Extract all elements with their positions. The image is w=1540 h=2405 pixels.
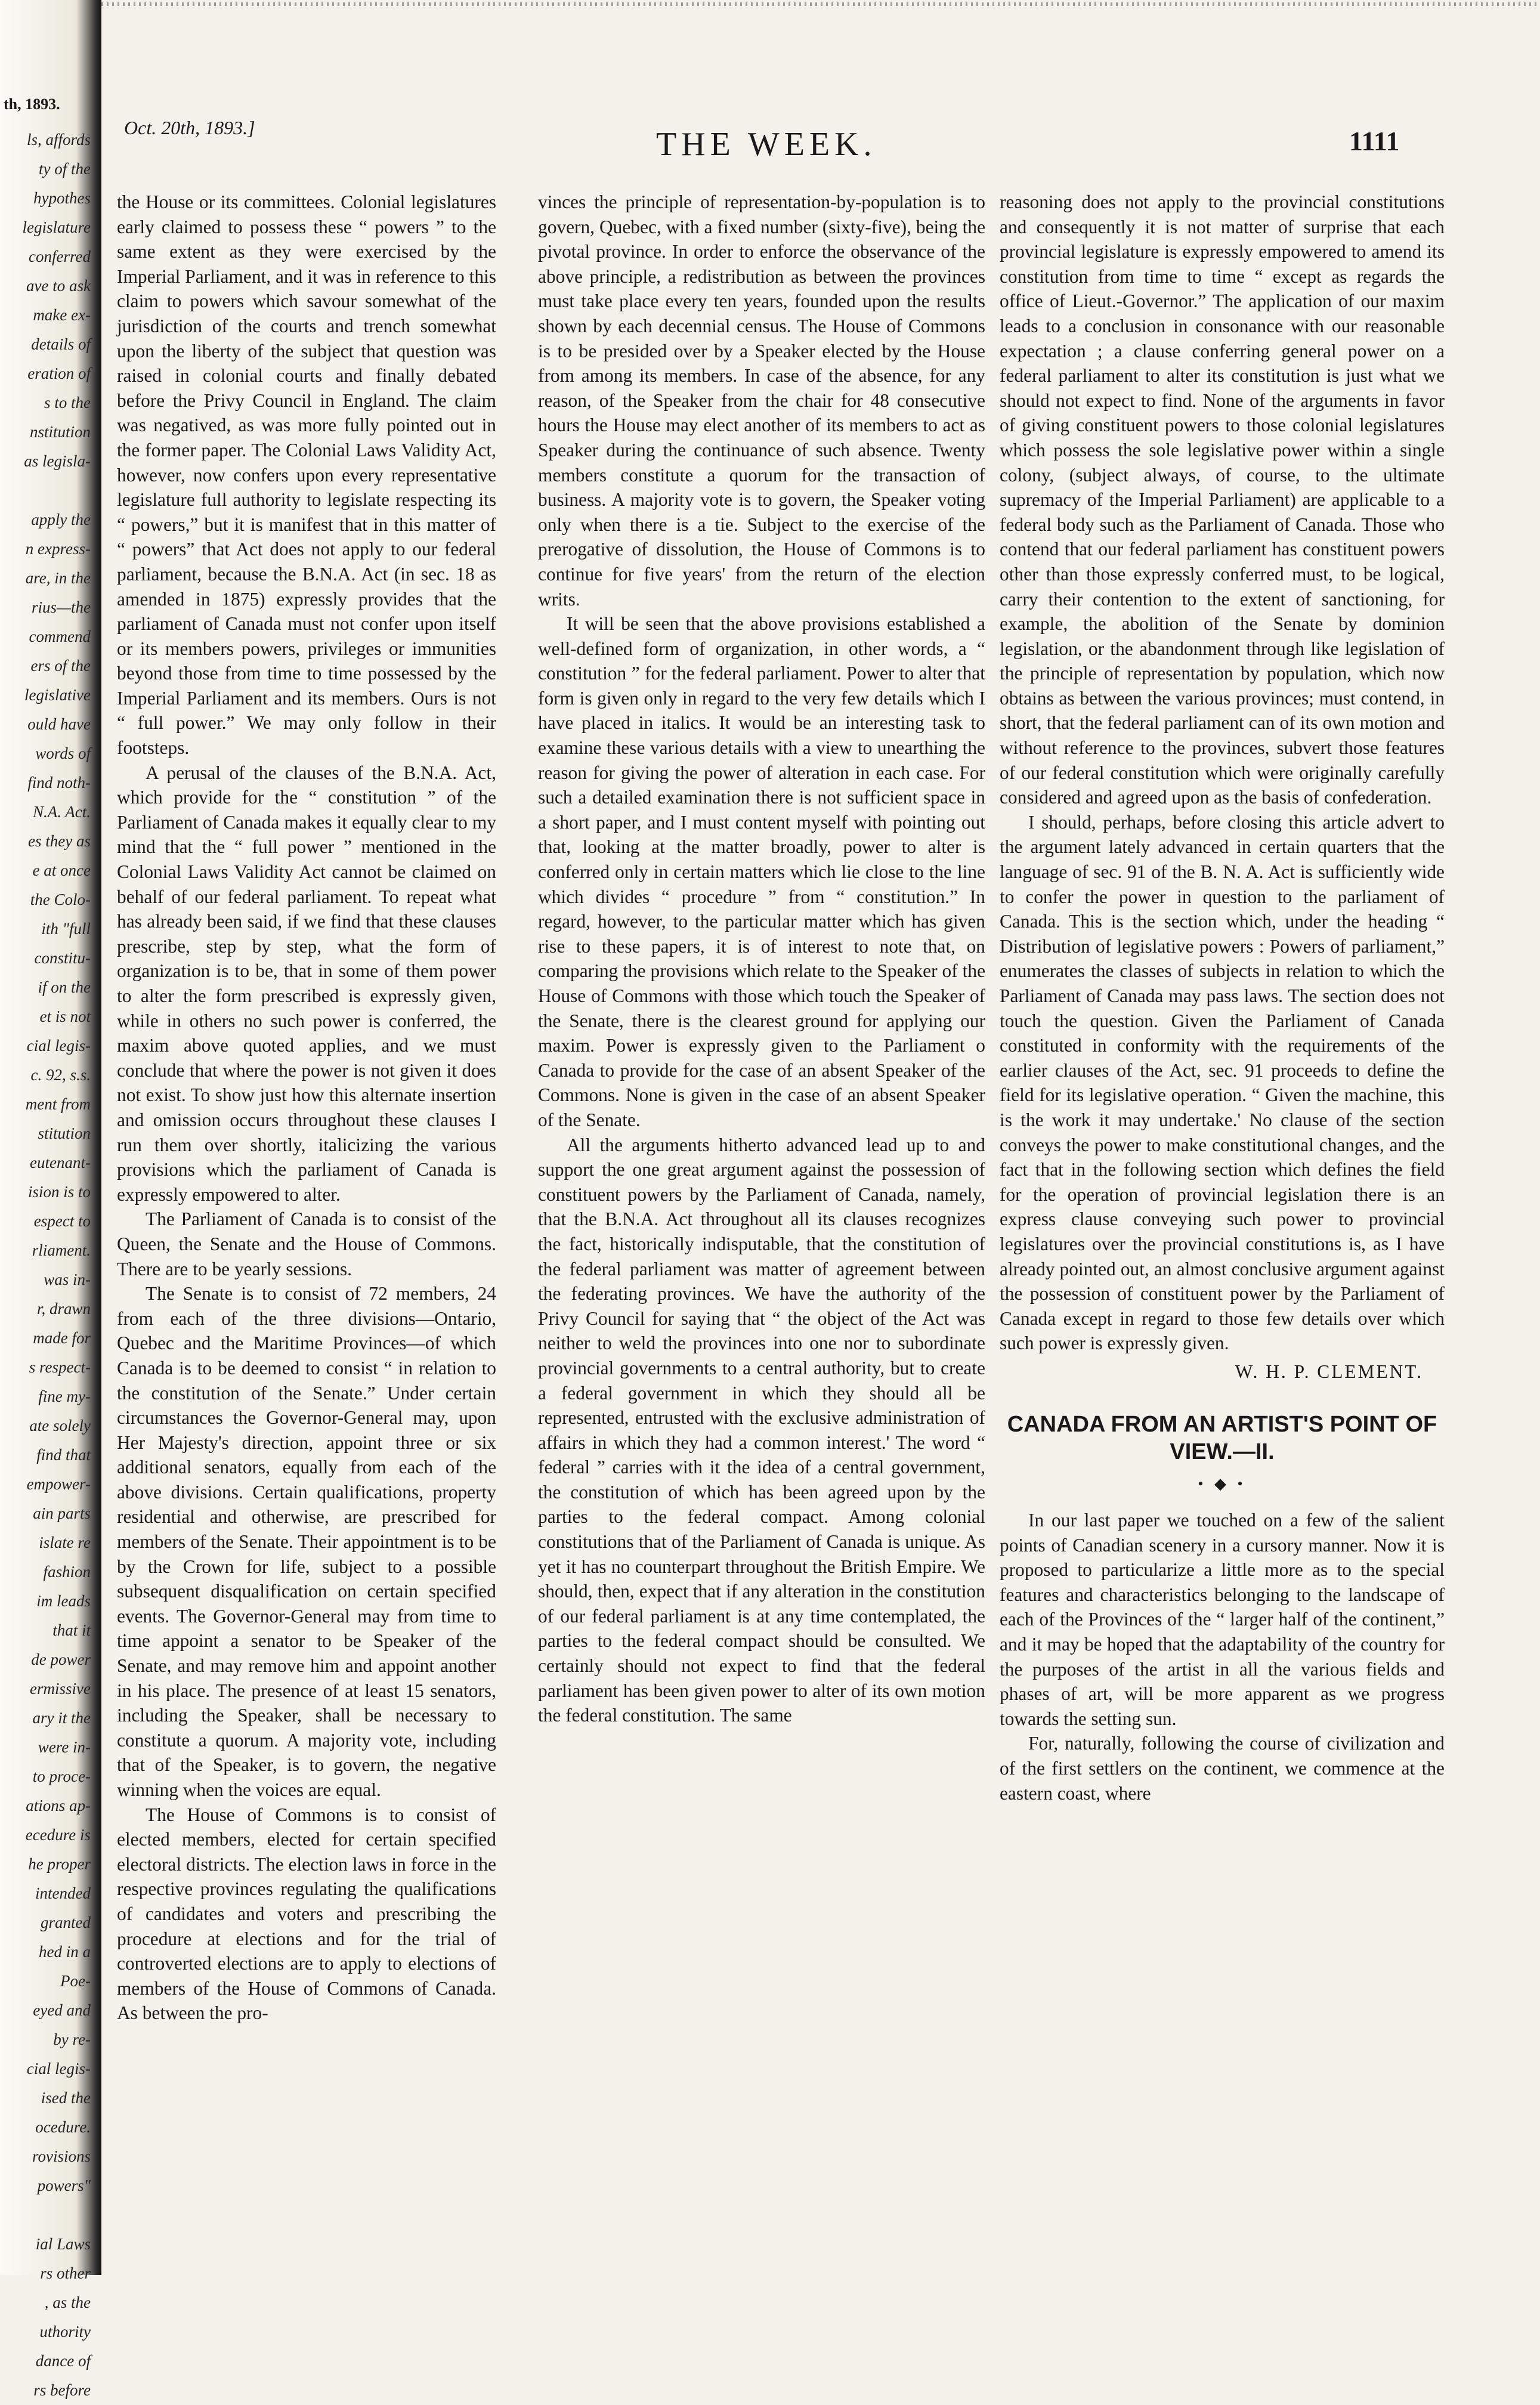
facing-page-line: e at once bbox=[32, 861, 91, 879]
facing-page-line: de power bbox=[31, 1650, 91, 1668]
facing-page-line: uthority bbox=[39, 2323, 91, 2341]
facing-page-line: n express- bbox=[25, 540, 91, 558]
column-2 bbox=[538, 190, 985, 1728]
article-body bbox=[1000, 1508, 1445, 1806]
facing-page-line: fine my- bbox=[38, 1387, 91, 1405]
facing-page-line: were in- bbox=[38, 1738, 91, 1756]
facing-page-line: ain parts bbox=[33, 1504, 91, 1522]
facing-page-line: conferred bbox=[29, 248, 91, 265]
facing-page-line: Poe- bbox=[60, 1972, 91, 1990]
facing-page-line: cial legis- bbox=[26, 1037, 91, 1055]
facing-page-line: ised the bbox=[41, 2089, 91, 2107]
facing-page-line: make ex- bbox=[33, 306, 91, 324]
column-3 bbox=[1000, 190, 1445, 1806]
paragraph: I should, perhaps, before closing this article advert to the argument lately advanced in certain quarters that the language of sec. 91 of the B. N. A. Act is sufficiently wide to confer the power in question to the parliament of Canada. This is the section which, under the heading “ Distribution of legislative powers : Powers of parliament,” enumerates the classes of subjects in relation to which the Parliament of Canada may pass laws. The section does not touch the question. Given the Parliament of Canada constituted in conformity with the requirements of the earlier clauses of the Act, sec. 91 proceeds to define the field for its legislative operation. “ Given the machine, this is the work it may undertake.' No clause of the section conveys the power to make constitutional changes, and the fact that in the following section which defines the field for the operation of provincial legislation there is an express clause conveying such power to provincial legislatures over the provincial constitutions is, as I have already pointed out, an almost conclusive argument against the possession of constituent power by the Parliament of Canada except in regard to those few details over which such power is expressly given. bbox=[1000, 811, 1445, 1354]
facing-page-line: N.A. Act. bbox=[33, 803, 91, 821]
facing-page-line: ision is to bbox=[27, 1183, 91, 1201]
facing-page-line: words of bbox=[35, 744, 91, 762]
facing-page-line: fashion bbox=[43, 1563, 91, 1581]
facing-page-line: details of bbox=[31, 335, 91, 353]
facing-page-line: ary it the bbox=[32, 1709, 91, 1727]
facing-page-line: ecedure is bbox=[25, 1826, 91, 1844]
facing-page-line: s respect- bbox=[29, 1358, 91, 1376]
ornament-divider: • ◆ • bbox=[1198, 1474, 1247, 1492]
facing-page-line: im leads bbox=[36, 1592, 91, 1610]
facing-page-line: empower- bbox=[26, 1475, 91, 1493]
paragraph: vinces the principle of representation-by-population is to govern, Quebec, with a fixed number (sixty-five), being the pivotal province. In order to enforce the observance of the above principle, a redistribution as between the provinces must take place every ten years, founded upon the results shown by each decennial census. The House of Commons is to be presided over by a Speaker elected by the House from among its members. In case of the absence, for any reason, of the Speaker from the chair for 48 consecutive hours the House may elect another of its members to act as Speaker during the continuance of such absence. Twenty members constitute a quorum for the transaction of business. A majority vote is to govern, the Speaker voting only when there is a tie. Subject to the exercise of the prerogative of dissolution, the House of Commons is to continue for five years' from the return of the election writs. bbox=[538, 191, 985, 610]
facing-page-line: nstitution bbox=[29, 423, 91, 441]
facing-page-line: rs other bbox=[40, 2264, 91, 2282]
facing-page-line: by re- bbox=[53, 2030, 91, 2048]
facing-page-line: ment from bbox=[25, 1095, 91, 1113]
paragraph: It will be seen that the above provisions established a well-defined form of organization, in other words, a “ constitution ” for the federal parliament. Power to alter that form is given only in regard to the very few details which I have placed in italics. It would be an interesting task to examine these various details with a view to unearthing the reason for giving the power of alteration in each case. For such a detailed examination there is not sufficient space in a short paper, and I must content myself with pointing out that, looking at the matter broadly, power to alter is conferred only in certain matters which lie close to the line which divides “ procedure ” from “ constitution.” In regard, however, to the particular matter which has given rise to these papers, it is of interest to note that, on comparing the provisions which relate to the Speaker of the House of Commons with those which touch the Speaker of the Senate, there is the clearest ground for applying our maxim. Power is expressly given to the Parliament o Canada to provide for the case of an absent Speaker of the Commons. None is given in the case of an absent Speaker of the Senate. bbox=[538, 613, 985, 1130]
facing-page-line: s to the bbox=[44, 394, 91, 412]
paragraph: A perusal of the clauses of the B.N.A. Act, which provide for the “ constitution ” of the Parliament of Canada makes it equally clear to my mind that the “ full power ” mentioned in the Colonial Laws Validity Act cannot be claimed on behalf of our federal parliament. To repeat what has already been said, if we find that these clauses prescribe, step by step, what the form of organization is to be, that in some of them power to alter the form prescribed is expressly given, while in others no such power is conferred, the maxim above quoted applies, and we must conclude that where the power is not given it does not exist. To show just how this alternate insertion and omission occurs throughout these clauses I run them over shortly, italicizing the various provisions which the parliament of Canada is expressly empowered to alter. bbox=[117, 762, 496, 1205]
facing-page-line: ls, affords bbox=[26, 131, 91, 149]
facing-page-line: islate re bbox=[39, 1534, 91, 1551]
facing-page-line: ith "full bbox=[41, 920, 91, 938]
facing-page-line bbox=[1, 2200, 91, 2230]
facing-page-line: to proce- bbox=[32, 1767, 91, 1785]
facing-page-line: ermissive bbox=[30, 1680, 91, 1698]
paragraph: reasoning does not apply to the provincial constitutions and consequently it is not matter of surprise that each provincial legislature is expressly empowered to amend its constitution from time to time “ except as regards the office of Lieut.-Governor.” The application of our maxim leads to a conclusion in consonance with our reasonable expectation ; a clause conferring general power on a federal parliament to alter its constitution is just what we should not expect to find. None of the arguments in favor of giving constituent powers to those colonial legislatures which possess the sole legislative power within a single colony, (subject always, of course, to the ultimate supremacy of the Imperial Parliament) are applicable to a federal body such as the Parliament of Canada. Those who contend that our federal parliament has constituent powers other than those expressly conferred must, to be logical, carry their contention to the extent of sanctioning, for example, the abolition of the Senate by dominion legislation, or the abandonment through like legislation of the principle of representation by population, which now obtains as between the various provinces; must contend, in short, that the federal parliament can of its own motion and without reference to the provinces, subvert those features of our federal constitution which were originally carefully considered and agreed upon as the basis of confederation. bbox=[1000, 191, 1445, 808]
facing-page-line: , as the bbox=[44, 2293, 91, 2311]
facing-page-line: eration of bbox=[27, 364, 91, 382]
facing-page-line bbox=[1, 476, 91, 505]
paragraph: the House or its committees. Colonial legislatures early claimed to possess these “ powers ” to the same extent as they were exercised by the Imperial Parliament, and it was in reference to this claim to powers which savour somewhat of the jurisdiction of the courts and trench somewhat upon the liberty of the subject that question was raised in colonial courts and finally debated before the Privy Council in England. The claim was negatived, as was more fully pointed out in the former paper. The Colonial Laws Validity Act, however, now confers upon every representative legislature full authority to legislate respecting its “ powers,” but it is manifest that in this matter of “ powers” that Act does not apply to our federal parliament, because the B.N.A. Act (in sec. 18 as amended in 1875) expressly provides that the parliament of Canada must not confer upon itself or its members powers, privileges or immunities beyond those from time to time possessed by the Imperial Parliament and its members. Ours is not “ full power.” We may only follow in their footsteps. bbox=[117, 191, 496, 759]
facing-page-line: r, drawn bbox=[36, 1300, 91, 1318]
facing-page-line: was in- bbox=[44, 1270, 91, 1288]
facing-page-line: legislature bbox=[22, 218, 91, 236]
author-signature: W. H. P. CLEMENT. bbox=[1235, 1361, 1423, 1382]
facing-page-line: dance of bbox=[35, 2352, 91, 2370]
facing-page-line: as legisla- bbox=[24, 452, 91, 470]
facing-page-line: rius—the bbox=[31, 598, 91, 616]
facing-page-header: th, 1893. bbox=[4, 95, 60, 113]
page-number: 1111 bbox=[1349, 126, 1400, 156]
column-1 bbox=[117, 190, 496, 2026]
facing-page-line: rliament. bbox=[32, 1241, 91, 1259]
facing-page-line: ty of the bbox=[39, 160, 91, 178]
facing-page-line: if on the bbox=[38, 978, 91, 996]
facing-page-line: ial Laws bbox=[35, 2235, 91, 2253]
facing-page-text bbox=[1, 125, 91, 2405]
facing-page-line: cial legis- bbox=[26, 2060, 91, 2078]
facing-page-line: hypothes bbox=[33, 189, 91, 207]
paragraph: The Parliament of Canada is to consist of the Queen, the Senate and the House of Commons. There are to be yearly sessions. bbox=[117, 1208, 496, 1279]
facing-page-line: he proper bbox=[28, 1855, 91, 1873]
facing-page-line: apply the bbox=[31, 511, 91, 528]
facing-page-line: ate solely bbox=[29, 1417, 91, 1435]
journal-title: THE WEEK. bbox=[656, 126, 877, 163]
facing-page-line: eyed and bbox=[33, 2001, 91, 2019]
paragraph: In our last paper we touched on a few of the salient points of Canadian scenery in a cursory manner. Now it is proposed to particularize a little more as to the special features and characteristics belonging to the landscape of each of the Provinces of the “ larger half of the continent,” and it may be hoped that the adaptability of the country for the purposes of the artist in all the various fields and phases of art, will be more apparent as we progress towards the setting sun. bbox=[1000, 1510, 1445, 1729]
facing-page-line: c. 92, s.s. bbox=[30, 1066, 91, 1084]
facing-page-line: find noth- bbox=[27, 774, 91, 792]
facing-page-line: legislative bbox=[24, 686, 91, 704]
facing-page-line: the Colo- bbox=[30, 891, 91, 908]
facing-page-line: es they as bbox=[28, 832, 91, 850]
facing-page-line: eutenant- bbox=[30, 1154, 91, 1171]
paragraph: The Senate is to consist of 72 members, 24 from each of the three divisions—Ontario, Quebec and the Maritime Provinces—of which Canada is to be deemed to consist “ in relation to the constitution of the Senate.” Under certain circumstances the Governor-General may, upon Her Majesty's direction, appoint three or six additional senators, equally from each of the above divisions. Certain qualifications, property residential and otherwise, are prescribed for members of the Senate. Their appointment is to be by the Crown for life, subject to a possible subsequent disqualification on certain specified events. The Governor-General may from time to time appoint a senator to be Speaker of the Senate, and may remove him and appoint another in his place. The presence of at least 15 senators, including the Speaker, shall be necessary to constitute a quorum. A majority vote, including that of the Speaker, is to govern, the negative winning when the voices are equal. bbox=[117, 1283, 496, 1800]
facing-page-line: powers" bbox=[37, 2177, 91, 2194]
facing-page-line: rs before bbox=[33, 2381, 91, 2399]
facing-page-line: intended bbox=[35, 1884, 91, 1902]
facing-page-line: that it bbox=[52, 1621, 91, 1639]
facing-page-line: ocedure. bbox=[35, 2118, 91, 2136]
facing-page-line: rovisions bbox=[32, 2147, 91, 2165]
paragraph: The House of Commons is to consist of elected members, elected for certain specified electoral districts. The election laws in force in the respective provinces regulating the qualifications of candidates and voters and prescribing the procedure at elections and for the trial of controverted elections are to apply to elections of members of the House of Commons of Canada. As between the pro- bbox=[117, 1804, 496, 2024]
facing-page-line: granted bbox=[41, 1914, 91, 1931]
facing-page-line: ers of the bbox=[30, 657, 91, 675]
facing-page-line: espect to bbox=[33, 1212, 91, 1230]
facing-page-line: stitution bbox=[38, 1124, 91, 1142]
paragraph: All the arguments hitherto advanced lead up to and support the one great argument against the possession of constituent powers by the Parliament of Canada, namely, that the B.N.A. Act throughout all its clauses recognizes the fact, historically indisputable, that the constitution of the federal parliament was matter of agreement between the federating provinces. We have the authority of the Privy Council for saying that “ the object of the Act was neither to weld the provinces into one nor to subordinate provincial governments to a central authority, but to create a federal government in which they should all be represented, entrusted with the exclusive administration of affairs in which they had a common interest.' The word “ federal ” carries with it the idea of a central government, the constitution of which has been agreed upon by the parties to the federal compact. Among colonial constitutions that of the Parliament of Canada is unique. As yet it has no counterpart throughout the British Empire. We should, then, expect that if any alteration in the constitution of our federal parliament is at any time contemplated, the parties to the federal compact should be consulted. We certainly should not expect to find that the federal parliament has been given power to alter of its own motion the federal constitution. The same bbox=[538, 1134, 985, 1726]
top-edge-rule bbox=[101, 2, 1540, 6]
facing-page-line: ations ap- bbox=[26, 1797, 91, 1814]
facing-page-line: made for bbox=[33, 1329, 91, 1347]
facing-page-line: hed in a bbox=[39, 1943, 91, 1961]
facing-page-line: ould have bbox=[27, 715, 91, 733]
facing-page-line: ave to ask bbox=[26, 277, 91, 295]
facing-page-line: et is not bbox=[39, 1007, 91, 1025]
facing-page-line: constitu- bbox=[34, 949, 91, 967]
facing-page-line: commend bbox=[29, 627, 91, 645]
running-date: Oct. 20th, 1893.] bbox=[124, 117, 255, 138]
facing-page-line: are, in the bbox=[25, 569, 91, 587]
facing-page-line: find that bbox=[36, 1446, 91, 1464]
facing-page-gutter bbox=[0, 0, 101, 2399]
paragraph: For, naturally, following the course of civilization and of the first settlers on the continent, we commence at the eastern coast, where bbox=[1000, 1733, 1445, 1804]
article-title: CANADA FROM AN ARTIST'S POINT OF VIEW.—II. bbox=[1007, 1411, 1437, 1464]
